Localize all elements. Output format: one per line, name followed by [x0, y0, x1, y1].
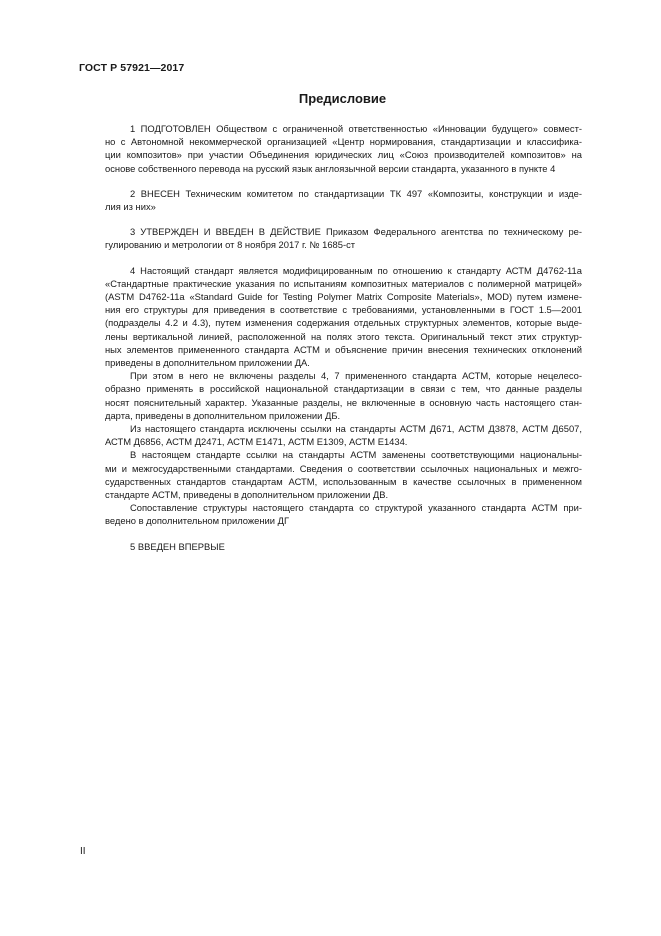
text-line: приведены в дополнительном приложении ДА. — [105, 357, 310, 369]
text-line: основе собственного перевода на русский язык англоязычной версии стандарта, указанного в пункте 4 — [105, 162, 556, 174]
text-line: ния его структуры для приведения в соответствие с требованиями, установленными в ГОСТ 1.5—2001 — [105, 304, 582, 316]
text-line: ных элементов примененного стандарта АСТМ и объяснение причин внесения технических отклонений — [105, 343, 582, 355]
text-line: Из настоящего стандарта исключены ссылки на стандарты АСТМ Д671, АСТМ Д3878, АСТМ Д6507, — [130, 423, 582, 435]
text-line: ми и межгосударственными стандартами. Сведения о соответствии ссылочных национальных и межго- — [105, 462, 582, 474]
text-line: (ASTM D4762-11а «Standard Guide for Testing Polymer Matrix Composite Materials», MOD) путем измене- — [105, 291, 582, 303]
paragraph-4 — [80, 264, 582, 370]
preface-body — [80, 122, 582, 553]
text-line: 4 Настоящий стандарт является модифицированным по отношению к стандарту АСТМ Д4762-11а — [130, 264, 582, 276]
document-code: ГОСТ Р 57921—2017 — [79, 62, 185, 74]
paragraph-5 — [80, 540, 582, 553]
text-line: сударственных стандартов стандартам АСТМ, использованным в качестве ссылочных в примененном — [105, 475, 582, 487]
paragraph-2 — [80, 187, 582, 213]
paragraph-1 — [80, 122, 582, 175]
text-line: гулированию и метрологии от 8 ноября 2017 г. № 1685-ст — [105, 239, 356, 251]
text-line: ции композитов» при участии Объединения юридических лиц «Союз производителей композитов» на — [105, 149, 582, 161]
text-line: лия из них» — [105, 201, 156, 213]
paragraph-4-replaced-references — [80, 448, 582, 501]
text-line: Сопоставление структуры настоящего стандарта со структурой указанного стандарта АСТМ при- — [130, 502, 582, 514]
text-line: дарта, приведены в дополнительном приложении ДБ. — [105, 409, 341, 421]
text-line: 3 УТВЕРЖДЕН И ВВЕДЕН В ДЕЙСТВИЕ Приказом Федерального агентства по техническому ре- — [130, 226, 582, 238]
paragraph-4-excluded-references — [80, 422, 582, 448]
text-line: образно применять в российской национальной стандартизации в связи с тем, что данные разделы — [105, 383, 582, 395]
text-line: При этом в него не включены разделы 4, 7 примененного стандарта АСТМ, которые нецелесо- — [130, 370, 582, 382]
text-line: носят пояснительный характер. Указанные разделы, не включенные в основную часть настоящего стан- — [105, 396, 582, 408]
text-line: 5 ВВЕДЕН ВПЕРВЫЕ — [130, 540, 225, 552]
text-line: стандарте АСТМ, приведены в дополнительном приложении ДВ. — [105, 489, 389, 501]
section-title: Предисловие — [298, 91, 387, 106]
paragraph-3 — [80, 225, 582, 251]
text-line: 1 ПОДГОТОВЛЕН Обществом с ограниченной ответственностью «Инновации будущего» совмест- — [130, 123, 582, 134]
paragraph-4-exclusions — [80, 369, 582, 422]
text-line: ведено в дополнительном приложении ДГ — [105, 515, 290, 527]
text-line: 2 ВНЕСЕН Техническим комитетом по стандартизации ТК 497 «Композиты, конструкции и изде- — [130, 187, 582, 199]
text-line: В настоящем стандарте ссылки на стандарты АСТМ заменены соответствующими национальны- — [130, 449, 582, 461]
text-line: «Стандартные практические указания по испытаниям композитных материалов с полимерной матрицей» — [105, 277, 582, 289]
text-line: (подразделы 4.2 и 4.3), путем изменения содержания отдельных структурных элементов, которые выде- — [105, 317, 582, 329]
text-line: лены вертикальной линией, расположенной на полях этого текста. Оригинальный текст этих структур- — [105, 330, 582, 342]
paragraph-4-structure-comparison — [80, 501, 582, 527]
text-line: АСТМ Д6856, АСТМ Д2471, АСТМ Е1471, АСТМ Е1309, АСТМ Е1434. — [105, 436, 408, 448]
page-number: II — [80, 846, 86, 857]
text-line: но с Автономной некоммерческой организацией «Центр нормирования, стандартизации и классифика- — [105, 136, 582, 148]
